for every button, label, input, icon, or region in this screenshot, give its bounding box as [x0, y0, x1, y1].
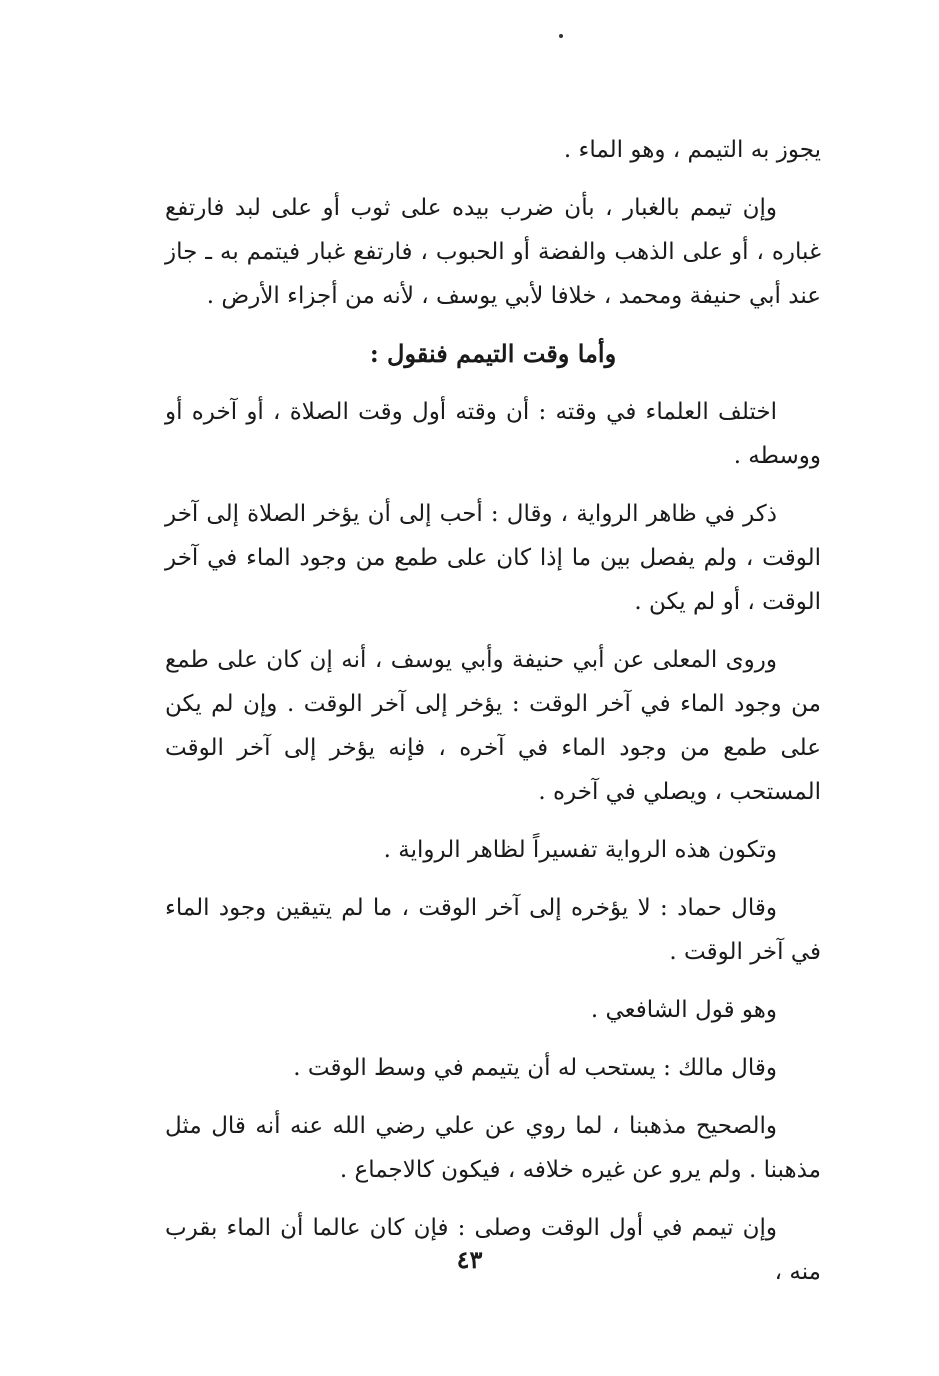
- paragraph-2: وإن تيمم بالغبار ، بأن ضرب بيده على ثوب أو على لبد فارتفع غباره ، أو على الذهب والفضة أو الحبوب ، فارتفع غبار فيتمم به ـ جاز عند أبي حنيفة ومحمد ، خلافا لأبي يوسف ، لأنه من أجزاء الأرض .: [165, 195, 821, 309]
- paragraph-3: اختلف العلماء في وقته : أن وقته أول وقت الصلاة ، أو آخره أو ووسطه .: [165, 399, 821, 469]
- paragraph-1: يجوز به التيمم ، وهو الماء .: [563, 137, 821, 163]
- paragraph-9: وقال مالك : يستحب له أن يتيمم في وسط الوقت .: [293, 1055, 777, 1081]
- paragraph-4: ذكر في ظاهر الرواية ، وقال : أحب إلى أن يؤخر الصلاة إلى آخر الوقت ، ولم يفصل بين ما إذا كان على طمع من وجود الماء في آخر الوقت ، أو لم يكن .: [165, 501, 821, 615]
- text-body: [165, 128, 821, 1308]
- paragraph-6: وتكون هذه الرواية تفسيراً لظاهر الرواية .: [383, 837, 777, 863]
- paragraph-5: وروى المعلى عن أبي حنيفة وأبي يوسف ، أنه إن كان على طمع من وجود الماء في آخر الوقت : يؤخر إلى آخر الوقت . وإن لم يكن على طمع من وجود الماء في آخره ، فإنه يؤخر إلى آخر الوقت المستحب ، ويصلي في آخره .: [165, 647, 821, 805]
- paragraph-11: وإن تيمم في أول الوقت وصلى : فإن كان عالما أن الماء بقرب منه ،: [165, 1215, 821, 1285]
- paragraph-10: والصحيح مذهبنا ، لما روي عن علي رضي الله عنه أنه قال مثل مذهبنا . ولم يرو عن غيره خلافه ، فيكون كالاجماع .: [165, 1113, 821, 1183]
- section-heading: وأما وقت التيمم فنقول :: [369, 339, 617, 368]
- ink-dot: [559, 34, 563, 38]
- paragraph-7: وقال حماد : لا يؤخره إلى آخر الوقت ، ما لم يتيقين وجود الماء في آخر الوقت .: [165, 895, 821, 965]
- paragraph-8: وهو قول الشافعي .: [590, 997, 777, 1023]
- page-number: ٤٣: [456, 1245, 483, 1274]
